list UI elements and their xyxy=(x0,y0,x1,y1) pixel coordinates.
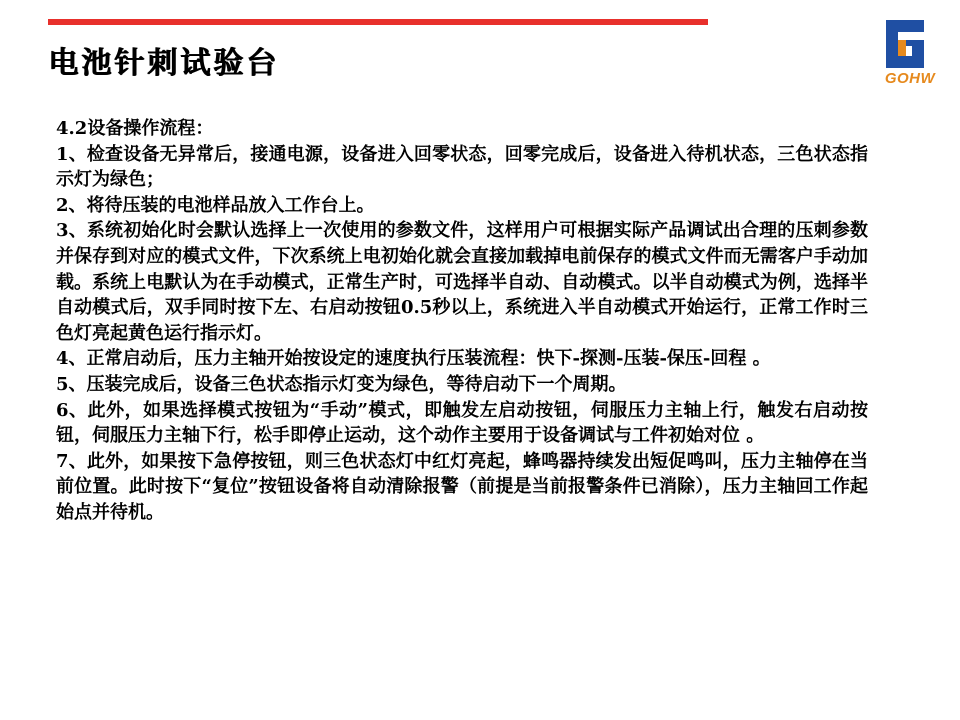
gohw-logo-icon xyxy=(882,18,928,70)
step-3: 3、系统初始化时会默认选择上一次使用的参数文件，这样用户可根据实际产品调试出合理的压刺参数并保存到对应的模式文件，下次系统上电初始化就会直接加载掉电前保存的模式文件而无需客户手动加载。系统上电默认为在手动模式，正常生产时，可选择半自动、自动模式。以半自动模式为例，选择半自动模式后，双手同时按下左、右启动按钮0.5秒以上，系统进入半自动模式开始运行，正常工作时三色灯亮起黄色运行指示灯。 xyxy=(56,220,868,344)
step-2: 2、将待压装的电池样品放入工作台上。 xyxy=(56,194,375,216)
header-accent-bar xyxy=(48,19,708,25)
step-4: 4、正常启动后，压力主轴开始按设定的速度执行压装流程：快下-探测-压装-保压-回程 。 xyxy=(56,348,771,370)
step-7: 7、此外，如果按下急停按钮，则三色状态灯中红灯亮起，蜂鸣器持续发出短促鸣叫，压力主轴停在当前位置。此时按下“复位”按钮设备将自动清除报警（前提是当前报警条件已消除），压力主轴回工作起始点并待机。 xyxy=(56,450,868,523)
step-6: 6、此外，如果选择模式按钮为“手动”模式，即触发左启动按钮，伺服压力主轴上行，触发右启动按钮，伺服压力主轴下行，松手即停止运动，这个动作主要用于设备调试与工件初始对位 。 xyxy=(56,399,868,447)
procedure-text xyxy=(56,116,868,526)
step-1: 1、检查设备无异常后，接通电源，设备进入回零状态，回零完成后，设备进入待机状态，三色状态指示灯为绿色； xyxy=(56,143,868,191)
page-title: 电池针刺试验台 xyxy=(48,46,279,81)
section-heading: 4.2设备操作流程： xyxy=(56,118,214,139)
logo-text: GOHW xyxy=(884,70,936,87)
step-5: 5、压装完成后，设备三色状态指示灯变为绿色，等待启动下一个周期。 xyxy=(56,373,627,395)
company-logo xyxy=(872,18,948,92)
